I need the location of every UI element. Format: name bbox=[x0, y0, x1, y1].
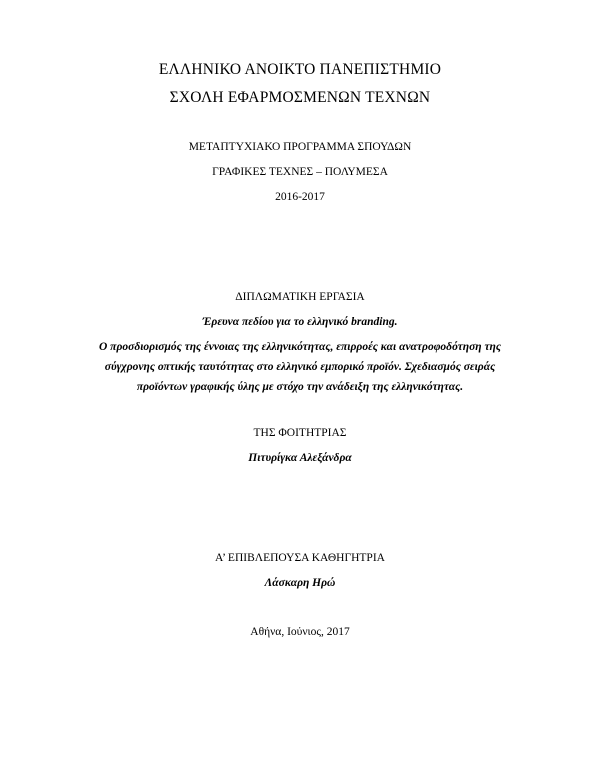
specialization: ΓΡΑΦΙΚΕΣ ΤΕΧΝΕΣ – ΠΟΛΥΜΕΣΑ bbox=[212, 166, 388, 178]
academic-year: 2016-2017 bbox=[275, 191, 325, 203]
program-name: ΜΕΤΑΠΤΥΧΙΑΚΟ ΠΡΟΓΡΑΜΜΑ ΣΠΟΥΔΩΝ bbox=[188, 141, 412, 153]
thesis-title: Έρευνα πεδίου για το ελληνικό branding. bbox=[202, 316, 398, 328]
student-label: ΤΗΣ ΦΟΙΤΗΤΡΙΑΣ bbox=[253, 427, 347, 439]
student-name: Πιτυρίγκα Αλεξάνδρα bbox=[248, 452, 352, 464]
thesis-subtitle-line-1: Ο προσδιορισμός της έννοιας της ελληνικότητας, επιρροές και ανατροφοδότηση της bbox=[98, 341, 501, 353]
supervisor-name: Λάσκαρη Ηρώ bbox=[264, 577, 336, 589]
school-name: ΣΧΟΛΗ ΕΦΑΡΜΟΣΜΕΝΩΝ ΤΕΧΝΩΝ bbox=[169, 89, 431, 106]
thesis-type: ΔΙΠΛΩΜΑΤΙΚΗ ΕΡΓΑΣΙΑ bbox=[235, 291, 365, 303]
supervisor-label: Α’ ΕΠΙΒΛΕΠΟΥΣΑ ΚΑΘΗΓΗΤΡΙΑ bbox=[215, 552, 385, 564]
thesis-subtitle-line-2: σύγχρονης οπτικής ταυτότητας στο ελληνικό εμπορικό προϊόν. Σχεδιασμός σειράς bbox=[104, 361, 496, 373]
thesis-subtitle-line-3: προϊόντων γραφικής ύλης με στόχο την ανάδειξη της ελληνικότητας. bbox=[136, 381, 464, 393]
place-date: Αθήνα, Ιούνιος, 2017 bbox=[250, 626, 350, 638]
university-name: ΕΛΛΗΝΙΚΟ ΑΝΟΙΚΤΟ ΠΑΝΕΠΙΣΤΗΜΙΟ bbox=[158, 61, 442, 78]
